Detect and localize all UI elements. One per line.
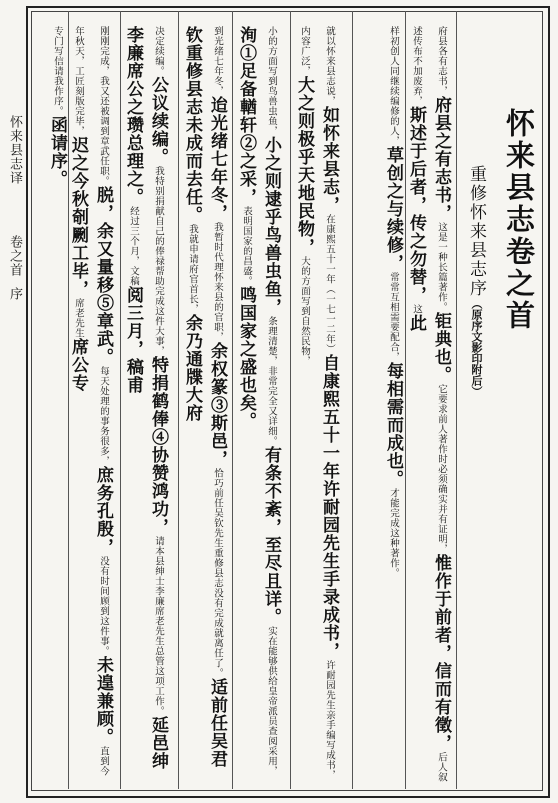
- translation-text: 没有时间顾到这件事。: [98, 556, 109, 656]
- translation-text: 到光绪七年冬，: [212, 26, 223, 96]
- original-text: 惟作于前者，信而有徵，: [431, 554, 451, 752]
- running-header: [2, 115, 24, 301]
- running-header-section: 序: [7, 287, 22, 301]
- translation-text: 小的方面写到鸟兽虫鱼，: [266, 26, 277, 136]
- original-text: 脱，余又量移⑤章武。: [93, 186, 113, 366]
- translation-text: 大的方面写到自然民物，: [299, 256, 310, 366]
- text-column: [182, 26, 230, 784]
- translation-text: 我暂时代理怀来县的官职，: [212, 222, 223, 342]
- original-text: 小之则逮乎鸟兽虫鱼，: [261, 136, 281, 316]
- translation-text: 在康熙五十一年（一七一二年）: [324, 214, 335, 354]
- text-column: [68, 26, 116, 784]
- translation-text: 这是一种长篇著作。: [436, 222, 447, 312]
- original-text: 余权篆③斯邑，: [207, 342, 227, 468]
- original-text: 迟之今秋剞劂工毕，: [68, 136, 88, 298]
- translation-text: 府县各有志书，: [436, 26, 447, 96]
- translation-text: 我特别捐献自己的俸禄帮助完成这件大事，: [153, 166, 164, 356]
- text-column: [123, 26, 171, 784]
- translation-text: 许耐园先生亲手编写成书，内容广泛，: [299, 26, 335, 780]
- translation-text: 专门写信请我作序。: [52, 26, 63, 116]
- original-text: 鸣国家之盛也矣。: [236, 286, 256, 430]
- translation-text: 就以怀来县志说，: [324, 26, 335, 106]
- original-text: 草创之与续修，: [383, 146, 403, 272]
- original-text: 府县之有志书，: [431, 96, 451, 222]
- translation-text: 每天处理的事务很多，: [98, 366, 109, 466]
- translation-text: 才能完成这种著作。: [388, 488, 399, 578]
- running-header-chapter: 卷之首: [7, 235, 22, 277]
- column-rule: [232, 11, 233, 789]
- translation-text: 它要求前人著作时必须确实并有证明，: [436, 384, 447, 554]
- translation-text: 直到今年秋天，工匠刻版完毕，: [73, 26, 109, 776]
- translation-text: 请本县绅士李廉席老先生总管这项工作。: [153, 536, 164, 716]
- column-rule: [456, 11, 457, 789]
- original-text: 余乃通牒大府: [182, 314, 202, 422]
- preface-note: （原序文影印附后）: [470, 298, 483, 397]
- original-text: 如怀来县志，: [319, 106, 339, 214]
- translation-text: 表明国家的昌盛。: [241, 206, 252, 286]
- original-text: 庶务孔殷，: [93, 466, 113, 556]
- preface-heading: [463, 165, 489, 425]
- original-text: 每相需而成也。: [383, 362, 403, 488]
- original-text: 此: [406, 314, 426, 332]
- original-text: 席公专: [68, 338, 88, 392]
- text-column: [36, 26, 70, 784]
- translation-text: 常常互相需要配合，: [388, 272, 399, 362]
- translation-text: 条理清楚，非常完全又详细。: [266, 316, 277, 446]
- original-text: 有条不紊，至尽且详。: [261, 446, 281, 626]
- running-header-book: 怀来县志译: [7, 115, 22, 185]
- page-title: 怀来县志卷之首: [502, 108, 536, 332]
- original-text: 公议续编。: [148, 76, 168, 166]
- translation-text: 恰巧前任吴钦先生重修县志没有完成就离任了。: [212, 468, 223, 678]
- text-column: [294, 26, 342, 784]
- text-column: [406, 26, 454, 784]
- original-text: 延邑绅李廉席公之瓒总理之。: [123, 26, 168, 770]
- original-text: 钜典也。: [431, 312, 451, 384]
- original-text: 斯述于后者，传之勿替，: [406, 106, 426, 304]
- text-column: [236, 26, 284, 784]
- translation-text: 席老先生: [73, 298, 84, 338]
- original-text: 特捐鹤俸④协赞鸿功，: [148, 356, 168, 536]
- translation-text: 决定续编。: [153, 26, 164, 76]
- translation-text: 后人叙述传布不加废弃，: [411, 26, 447, 782]
- original-text: 函请序。: [47, 116, 67, 188]
- original-text: 适前任吴君钦重修县志未成而去任。: [182, 26, 227, 768]
- translation-text: 实在能够供给皇帝派员查阅采用，: [266, 626, 277, 776]
- preface-title: 重修怀来县志序: [466, 165, 486, 298]
- translation-text: 这: [411, 304, 422, 314]
- column-rule: [178, 11, 179, 789]
- translation-text: 我就申请府官首长，: [187, 224, 198, 314]
- column-rule: [290, 11, 291, 789]
- original-text: 洵①足备輶轩②之采，: [236, 26, 256, 206]
- original-text: 自康熙五十一年许耐园先生手录成书，: [319, 354, 339, 660]
- translation-text: 样初创人同继续编修的人，: [388, 26, 399, 146]
- original-text: 阅三月，稿甫: [123, 286, 143, 394]
- translation-text: 刚刚完成，我又还被调到章武任职。: [98, 26, 109, 186]
- text-column: [362, 26, 406, 784]
- column-rule: [352, 11, 353, 789]
- original-text: 大之则极乎天地民物，: [294, 76, 314, 256]
- original-text: 迨光绪七年冬，: [207, 96, 227, 222]
- translation-text: 经过三个月，文稿: [128, 206, 139, 286]
- original-text: 未遑兼顾。: [93, 656, 113, 746]
